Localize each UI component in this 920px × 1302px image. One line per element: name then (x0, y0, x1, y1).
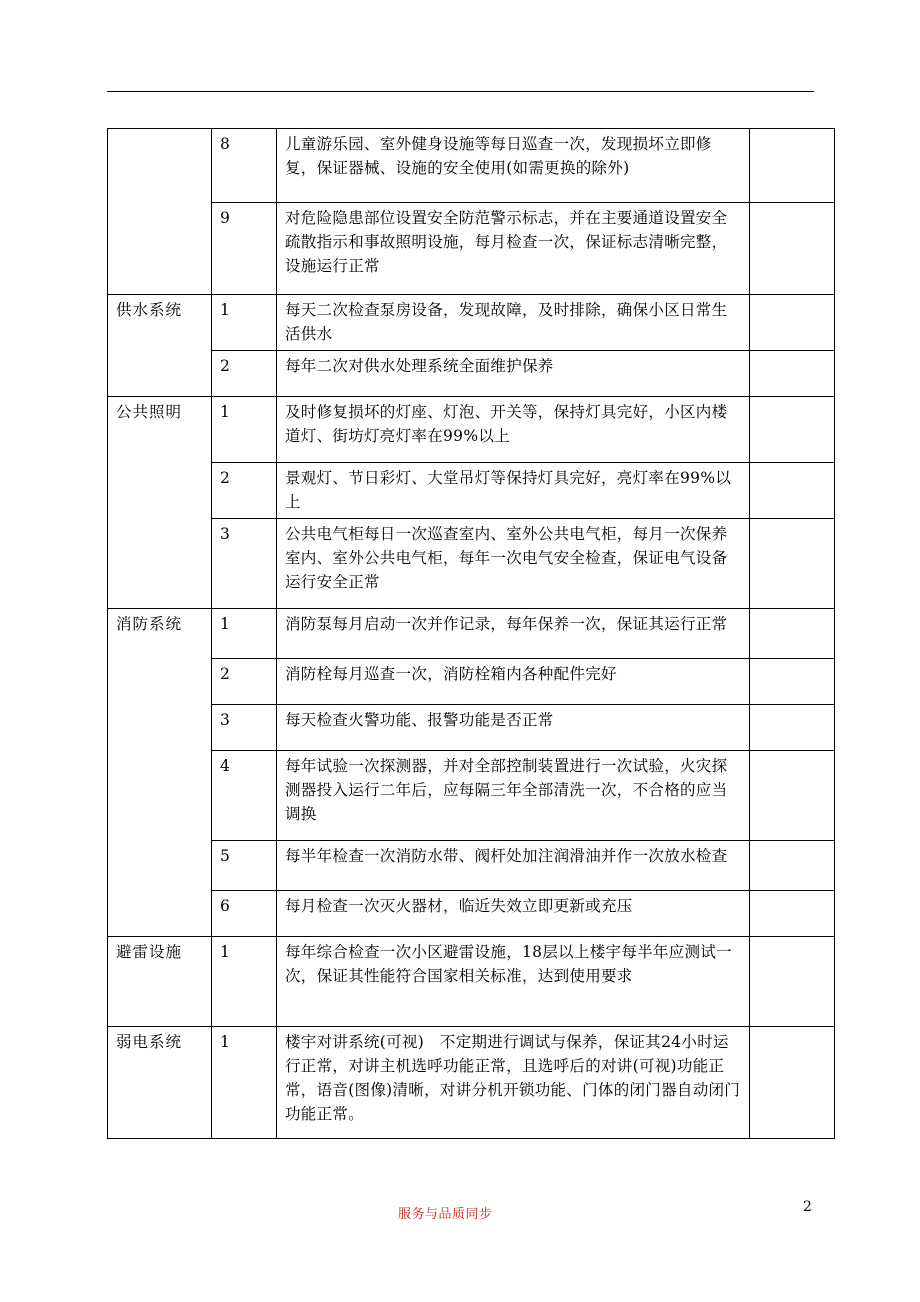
table-row (108, 463, 835, 519)
item-description: 消防栓每月巡查一次，消防栓箱内各种配件完好 (277, 659, 750, 705)
item-description: 每年综合检查一次小区避雷设施，18层以上楼宇每半年应测试一次，保证其性能符合国家相关标准，达到使用要求 (277, 937, 750, 1027)
item-description: 及时修复损坏的灯座、灯泡、开关等，保持灯具完好，小区内楼道灯、街坊灯亮灯率在99%以上 (277, 397, 750, 463)
remarks-cell (750, 203, 835, 295)
item-number: 6 (212, 891, 277, 937)
item-number: 1 (212, 397, 277, 463)
table-row (108, 397, 835, 463)
table-row (108, 659, 835, 705)
remarks-cell (750, 463, 835, 519)
item-description: 每年试验一次探测器，并对全部控制装置进行一次试验，火灾探测器投入运行二年后，应每隔三年全部清洗一次，不合格的应当调换 (277, 751, 750, 841)
item-number: 3 (212, 519, 277, 609)
category-cell: 公共照明 (108, 397, 212, 609)
item-number: 4 (212, 751, 277, 841)
remarks-cell (750, 609, 835, 659)
item-number: 5 (212, 841, 277, 891)
item-number: 9 (212, 203, 277, 295)
item-description: 每天二次检查泵房设备，发现故障，及时排除，确保小区日常生活供水 (277, 295, 750, 351)
remarks-cell (750, 705, 835, 751)
table-row (108, 891, 835, 937)
item-description: 每月检查一次灭火器材，临近失效立即更新或充压 (277, 891, 750, 937)
item-number: 1 (212, 1027, 277, 1139)
category-cell: 避雷设施 (108, 937, 212, 1027)
table-row (108, 751, 835, 841)
table-row (108, 1027, 835, 1139)
remarks-cell (750, 129, 835, 203)
item-number: 2 (212, 659, 277, 705)
item-description: 儿童游乐园、室外健身设施等每日巡查一次，发现损坏立即修复，保证器械、设施的安全使用(如需更换的除外) (277, 129, 750, 203)
item-description: 消防泵每月启动一次并作记录，每年保养一次，保证其运行正常 (277, 609, 750, 659)
remarks-cell (750, 891, 835, 937)
remarks-cell (750, 751, 835, 841)
category-cell: 弱电系统 (108, 1027, 212, 1139)
page-number: 2 (803, 1199, 812, 1215)
item-number: 1 (212, 937, 277, 1027)
item-number: 8 (212, 129, 277, 203)
item-number: 2 (212, 351, 277, 397)
item-description: 每年二次对供水处理系统全面维护保养 (277, 351, 750, 397)
category-cell: 消防系统 (108, 609, 212, 937)
footer-slogan: 服务与品质同步 (398, 1207, 493, 1222)
remarks-cell (750, 295, 835, 351)
remarks-cell (750, 841, 835, 891)
header-rule (107, 91, 814, 92)
item-number: 3 (212, 705, 277, 751)
remarks-cell (750, 519, 835, 609)
item-number: 1 (212, 609, 277, 659)
table-row (108, 129, 835, 203)
table-row (108, 295, 835, 351)
item-description: 楼宇对讲系统(可视) 不定期进行调试与保养，保证其24小时运行正常，对讲主机选呼功能正常，且选呼后的对讲(可视)功能正常，语音(图像)清晰，对讲分机开锁功能、门体的闭门器自动闭门功能正常。 (277, 1027, 750, 1139)
item-description: 对危险隐患部位设置安全防范警示标志，并在主要通道设置安全疏散指示和事故照明设施，每月检查一次，保证标志清晰完整，设施运行正常 (277, 203, 750, 295)
item-description: 每半年检查一次消防水带、阀杆处加注润滑油并作一次放水检查 (277, 841, 750, 891)
item-description: 景观灯、节日彩灯、大堂吊灯等保持灯具完好，亮灯率在99%以上 (277, 463, 750, 519)
item-number: 1 (212, 295, 277, 351)
table-row (108, 203, 835, 295)
item-description: 公共电气柜每日一次巡查室内、室外公共电气柜，每月一次保养室内、室外公共电气柜，每年一次电气安全检查，保证电气设备运行安全正常 (277, 519, 750, 609)
remarks-cell (750, 351, 835, 397)
table-row (108, 841, 835, 891)
category-cell (108, 129, 212, 295)
table-row (108, 351, 835, 397)
table-row (108, 609, 835, 659)
category-cell: 供水系统 (108, 295, 212, 397)
remarks-cell (750, 397, 835, 463)
item-number: 2 (212, 463, 277, 519)
maintenance-table (107, 128, 835, 1139)
item-description: 每天检查火警功能、报警功能是否正常 (277, 705, 750, 751)
remarks-cell (750, 937, 835, 1027)
remarks-cell (750, 659, 835, 705)
remarks-cell (750, 1027, 835, 1139)
table-row (108, 705, 835, 751)
table-row (108, 937, 835, 1027)
table-row (108, 519, 835, 609)
